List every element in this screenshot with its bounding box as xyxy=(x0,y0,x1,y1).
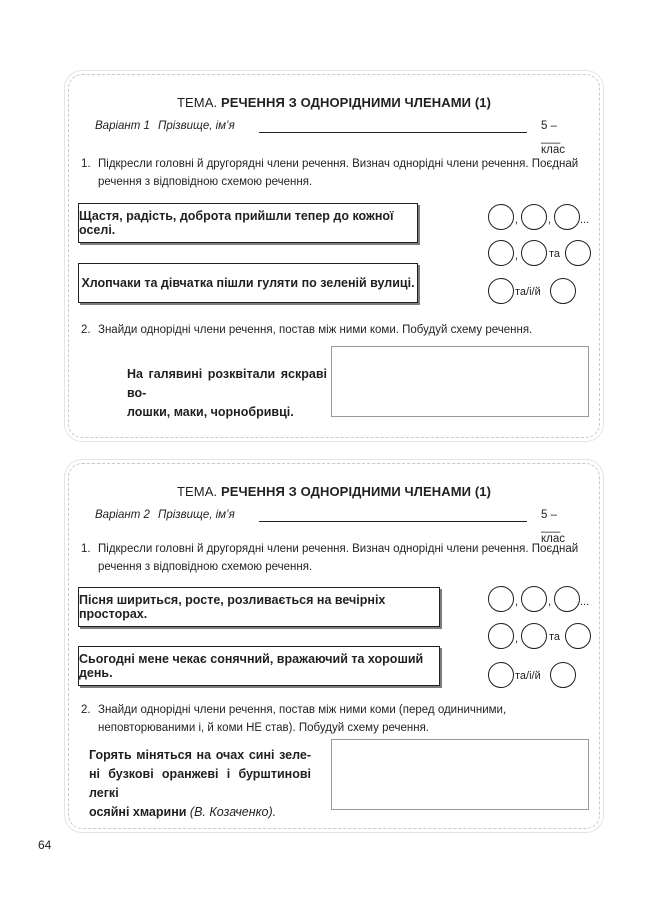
scheme-answer-box[interactable] xyxy=(331,346,589,417)
scheme-separator: , xyxy=(515,596,519,608)
task-1 xyxy=(81,540,585,576)
task-text: Знайди однорідні члени речення, постав між ними коми. Побудуй схему речення. xyxy=(98,324,533,336)
task-number: 1. xyxy=(81,158,91,170)
title-main: РЕЧЕННЯ З ОДНОРІДНИМИ ЧЛЕНАМИ (1) xyxy=(220,95,492,110)
sentence-box-1[interactable] xyxy=(78,203,418,243)
scheme-separator: , xyxy=(515,633,519,645)
circle-icon xyxy=(554,586,580,612)
task-text: Знайди однорідні члени речення, постав між ними коми (перед одиничними, неповторюваними і, й коми НЕ став). Побудуй схему речення. xyxy=(98,704,507,734)
exercise-line-text: осяйні хмарини xyxy=(89,805,187,819)
exercise-line: На галявині розквітали яскраві во- xyxy=(127,367,327,400)
circle-icon xyxy=(554,204,580,230)
task-number: 2. xyxy=(81,704,91,716)
name-label: Прізвище, ім’я xyxy=(158,509,235,521)
title-main: РЕЧЕННЯ З ОДНОРІДНИМИ ЧЛЕНАМИ (1) xyxy=(220,484,492,499)
exercise-line: ні бузкові оранжеві і бурштинові легкі xyxy=(89,767,311,800)
student-info-row xyxy=(95,120,579,156)
student-info-row xyxy=(95,509,579,545)
sentence-box-1[interactable] xyxy=(78,587,440,627)
scheme-conjunction: та/і/й xyxy=(515,670,541,682)
exercise-line xyxy=(89,803,311,822)
scheme-conjunction: та xyxy=(549,248,561,260)
name-field-line[interactable] xyxy=(259,521,527,522)
title-prefix: ТЕМА. xyxy=(176,95,218,110)
class-label: 5 – ___ клас xyxy=(541,120,566,156)
scheme-separator: ... xyxy=(580,214,590,226)
title-prefix: ТЕМА. xyxy=(176,484,218,499)
variant-label: Варіант 1 xyxy=(95,120,150,132)
scheme-separator: , xyxy=(548,214,552,226)
sentence-text: Сьогодні мене чекає сонячний, вражаючий та хороший день. xyxy=(79,652,424,680)
name-field-line[interactable] xyxy=(259,132,527,133)
scheme-separator: ... xyxy=(580,596,590,608)
sentence-box-2[interactable] xyxy=(78,263,418,303)
task-1 xyxy=(81,155,585,191)
task-text: Підкресли головні й другорядні члени речення. Визнач однорідні члени речення. Поєднай речення з відповідною схемою речення. xyxy=(98,158,579,188)
worksheet-title xyxy=(69,484,599,499)
task-number: 2. xyxy=(81,324,91,336)
sentence-box-2[interactable] xyxy=(78,646,440,686)
sentence-text: Щастя, радість, доброта прийшли тепер до кожної оселі. xyxy=(79,209,394,237)
circle-icon xyxy=(521,623,547,649)
scheme-separator: , xyxy=(515,214,519,226)
exercise-author: (В. Козаченко). xyxy=(189,805,277,819)
circle-icon xyxy=(521,240,547,266)
worksheet-card-1 xyxy=(68,74,600,438)
circle-icon xyxy=(521,586,547,612)
circle-icon xyxy=(550,662,576,688)
exercise-line: лошки, маки, чорнобривці. xyxy=(127,405,294,419)
circle-icon xyxy=(488,662,514,688)
circle-icon xyxy=(488,240,514,266)
sentence-text: Пісня шириться, росте, розливається на вечірніх просторах. xyxy=(79,593,386,621)
circle-icon xyxy=(565,623,591,649)
worksheet-card-2 xyxy=(68,463,600,829)
exercise-text xyxy=(89,746,311,822)
task-number: 1. xyxy=(81,543,91,555)
scheme-answer-box[interactable] xyxy=(331,739,589,810)
exercise-text xyxy=(127,365,327,422)
sentence-text: Хлопчаки та дівчатка пішли гуляти по зеленій вулиці. xyxy=(81,276,415,290)
page-number: 64 xyxy=(38,838,52,852)
circle-icon xyxy=(565,240,591,266)
class-label: 5 – ___ клас xyxy=(541,509,566,545)
worksheet-title xyxy=(69,95,599,110)
task-text: Підкресли головні й другорядні члени речення. Визнач однорідні члени речення. Поєднай речення з відповідною схемою речення. xyxy=(98,543,579,573)
name-label: Прізвище, ім’я xyxy=(158,120,235,132)
circle-icon xyxy=(521,204,547,230)
task-2 xyxy=(81,321,585,339)
scheme-separator: , xyxy=(515,250,519,262)
circle-icon xyxy=(488,204,514,230)
scheme-conjunction: та xyxy=(549,631,561,643)
variant-label: Варіант 2 xyxy=(95,509,150,521)
circle-icon xyxy=(488,586,514,612)
circle-icon xyxy=(550,278,576,304)
circle-icon xyxy=(488,278,514,304)
scheme-conjunction: та/і/й xyxy=(515,286,541,298)
exercise-line: Горять міняться на очах сині зеле- xyxy=(89,748,311,762)
task-2 xyxy=(81,701,585,737)
circle-icon xyxy=(488,623,514,649)
scheme-separator: , xyxy=(548,596,552,608)
